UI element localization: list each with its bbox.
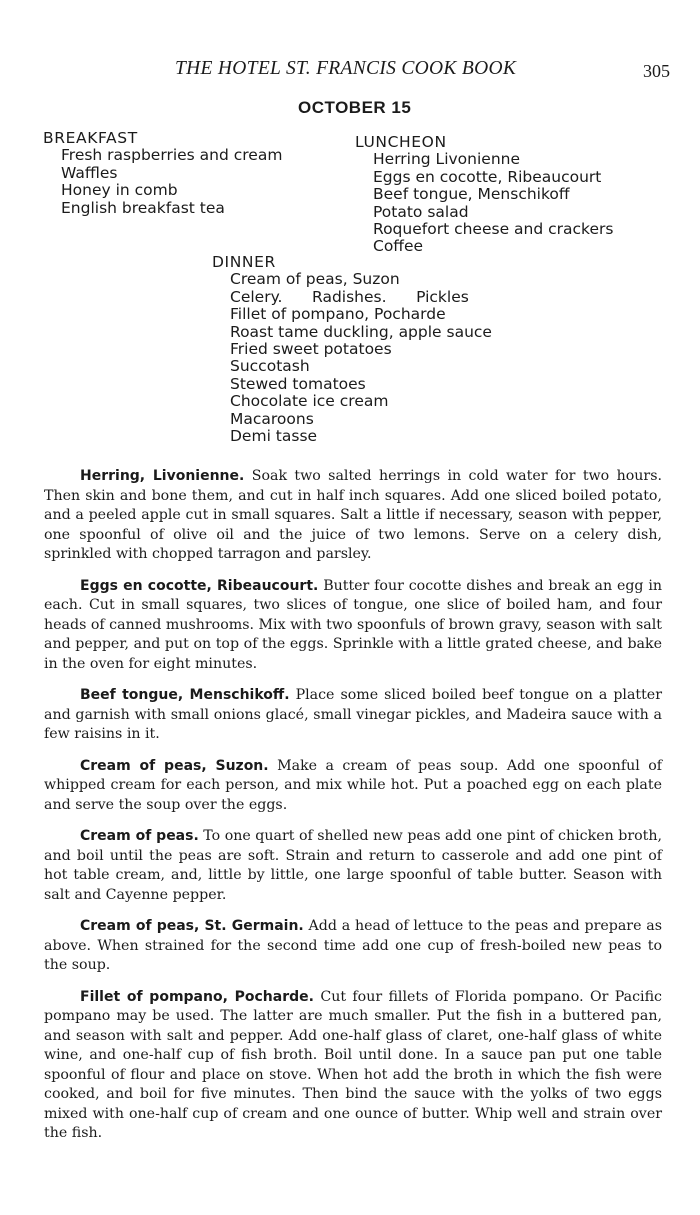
menu-item: Roquefort cheese and crackers: [373, 220, 614, 239]
menu-item: English breakfast tea: [61, 198, 225, 217]
dinner-title: DINNER: [212, 253, 276, 271]
page-header: [0, 58, 700, 88]
menu-item: Coffee: [373, 237, 424, 256]
menu-item: Celery. Radishes. Pickles: [230, 287, 469, 306]
recipes-section: [44, 467, 662, 1156]
recipe-title: Beef tongue, Menschikoff.: [80, 687, 290, 703]
recipe-title: Eggs en cocotte, Ribeaucourt.: [80, 577, 319, 594]
menu-item: Cream of peas, Suzon: [230, 270, 400, 289]
recipe-text: Butter four cocotte dishes and break an egg in each. Cut in small squares, two slices of tongue, one slice of boiled ham, and four heads of canned mushrooms. Mix with two spoonfuls of brown gravy, season with salt and pepper, and put on top of the eggs. Sprinkle with a little grated cheese, and bake in the oven for eight minutes.: [44, 577, 663, 672]
date-heading: OCTOBER 15: [298, 98, 412, 117]
page-number: 305: [643, 61, 670, 81]
breakfast-title: BREAKFAST: [43, 129, 138, 147]
recipe-text: Make a cream of peas soup. Add one spoonful of whipped cream for each person, and mix while hot. Put a poached egg on each plate and serve the soup over the eggs.: [44, 757, 663, 813]
recipe-paragraph: [44, 988, 662, 1144]
menu-item: Beef tongue, Menschikoff: [373, 185, 570, 204]
luncheon-menu: [355, 134, 613, 256]
recipe-paragraph: [44, 577, 662, 675]
recipe-text: Soak two salted herrings in cold water for two hours. Then skin and bone them, and cut in half inch squares. Add one sliced boiled potato, and a peeled apple cut in small squares. Salt a little if necessary, season with pepper, one spoonful of olive oil and the juice of two lemons. Serve on a celery dish, sprinkled with chopped tarragon and parsley.: [44, 468, 662, 562]
recipe-title: Cream of peas, St. Germain.: [80, 918, 304, 934]
recipe-title: Cream of peas.: [80, 828, 199, 844]
menu-item: Fried sweet potatoes: [230, 340, 392, 359]
recipe-text: Place some sliced boiled beef tongue on a platter and garnish with small onions glacé, small vinegar pickles, and Madeira sauce with a few raisins in it.: [44, 687, 662, 742]
luncheon-items: [355, 151, 613, 255]
luncheon-title: LUNCHEON: [355, 133, 447, 151]
menu-item: Fresh raspberries and cream: [61, 146, 283, 165]
menu-item: Fillet of pompano, Pocharde: [230, 305, 446, 324]
dinner-menu: [212, 254, 492, 445]
running-title: THE HOTEL ST. FRANCIS COOK BOOK: [175, 58, 517, 79]
breakfast-items: [43, 147, 282, 217]
menu-item: Herring Livonienne: [373, 150, 521, 169]
menu-item: Macaroons: [230, 409, 314, 428]
menu-item: Eggs en cocotte, Ribeaucourt: [373, 167, 602, 186]
menu-item: Waffles: [61, 163, 118, 182]
menu-item: Stewed tomatoes: [230, 374, 366, 393]
menu-item: Honey in comb: [61, 181, 178, 200]
recipe-text: Add a head of lettuce to the peas and prepare as above. When strained for the second time add one cup of fresh-boiled new peas to the soup.: [44, 918, 662, 973]
dinner-items: [212, 271, 492, 445]
recipe-title: Herring, Livonienne.: [80, 468, 245, 484]
menu-item: Succotash: [230, 357, 310, 376]
menu-item: Chocolate ice cream: [230, 392, 389, 411]
breakfast-menu: [43, 130, 282, 217]
recipe-paragraph: [44, 757, 662, 816]
recipe-text: To one quart of shelled new peas add one pint of chicken broth, and boil until the peas are soft. Strain and return to casserole and add one pint of hot table cream, and, little by little, one large spoonful of table butter. Season with salt and Cayenne pepper.: [44, 828, 663, 903]
menu-item: Demi tasse: [230, 427, 318, 446]
recipe-paragraph: [44, 467, 662, 565]
recipe-title: Cream of peas, Suzon.: [80, 757, 269, 774]
recipe-title: Fillet of pompano, Pocharde.: [80, 988, 314, 1005]
recipe-paragraph: [44, 686, 662, 745]
menu-item: Potato salad: [373, 202, 469, 221]
recipe-text: Cut four fillets of Florida pompano. Or Pacific pompano may be used. The latter are much smaller. Put the fish in a buttered pan, and season with salt and pepper. Add one-half glass of claret, one-half glass of white wine, and one-half cup of fish broth. Boil until done. In a sauce pan put one table spoonful of flour and place on stove. When hot add the broth in which the fish were cooked, and boil for five minutes. Then bind the sauce with the yolks of two eggs mixed with one-half cup of cream and one ounce of butter. Whip well and strain over the fish.: [44, 988, 662, 1141]
recipe-paragraph: [44, 827, 662, 905]
menu-item: Roast tame duckling, apple sauce: [230, 322, 492, 341]
recipe-paragraph: [44, 917, 662, 976]
